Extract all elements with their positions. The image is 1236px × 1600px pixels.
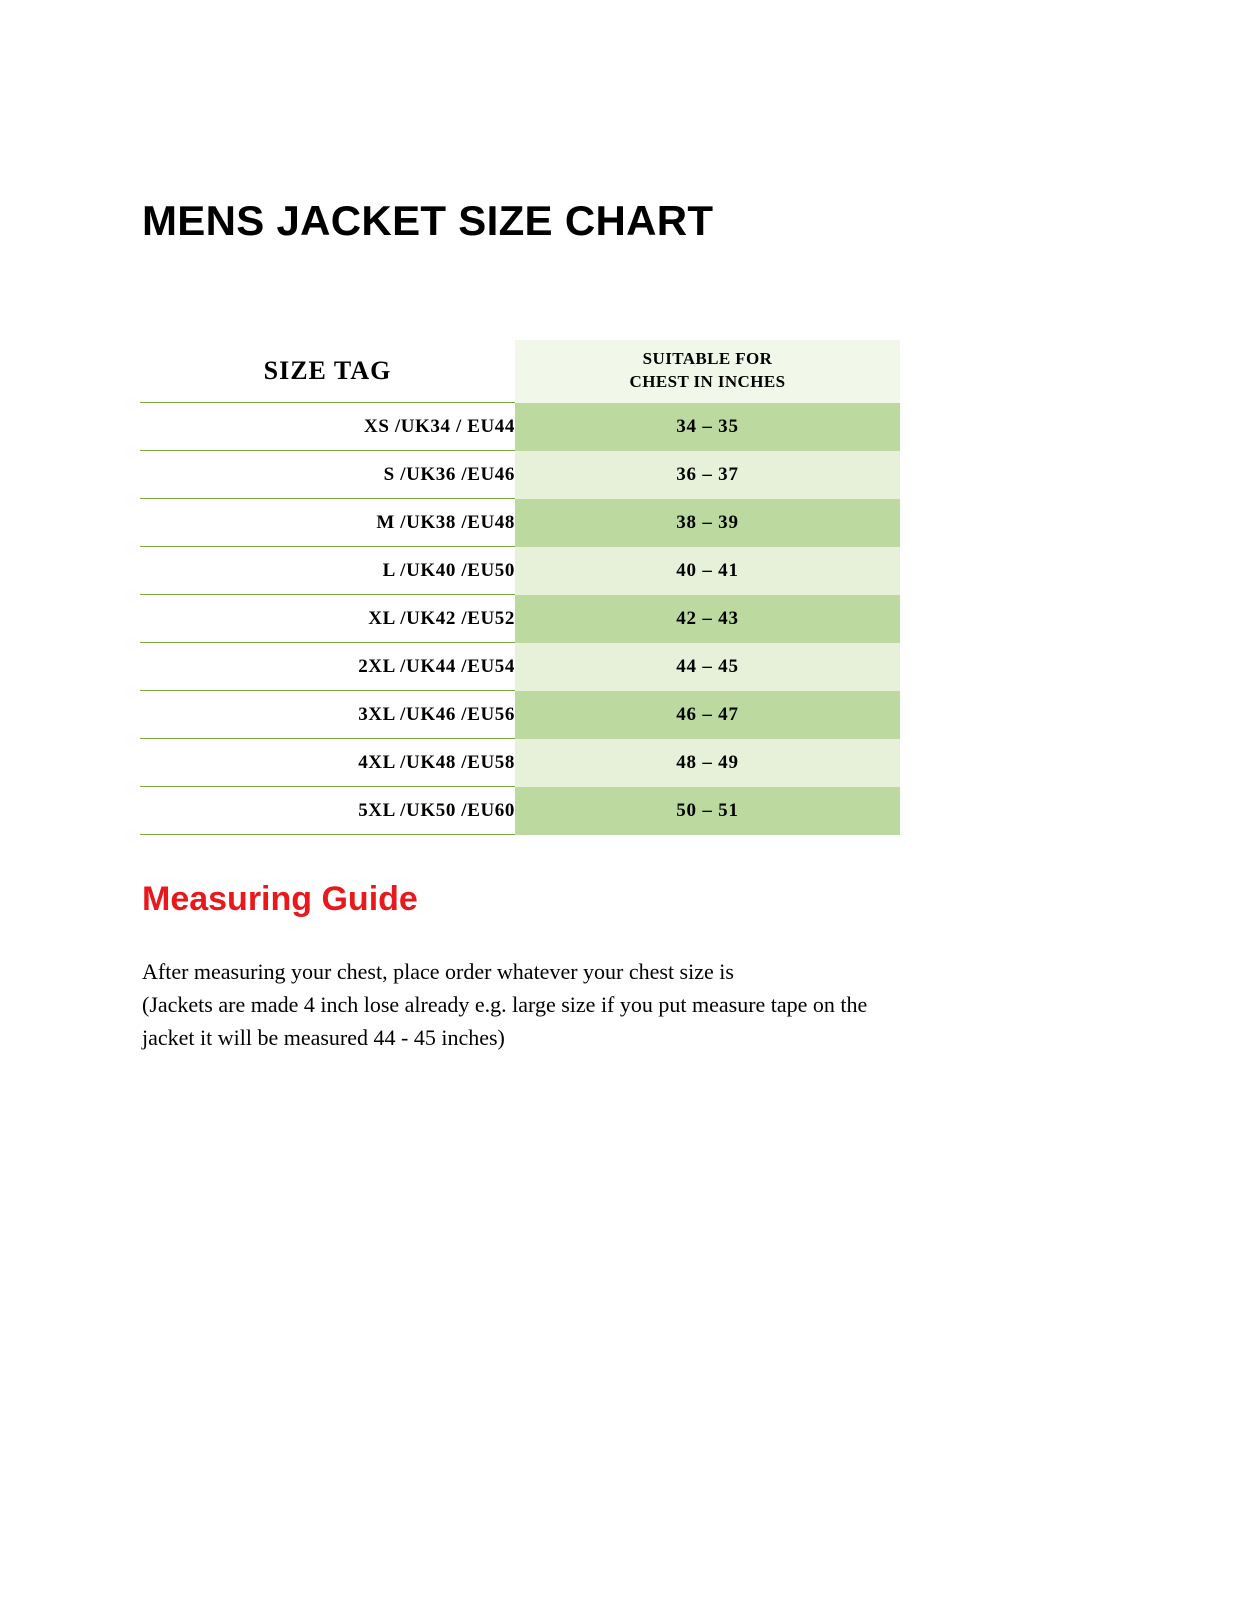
table-row: [140, 643, 900, 691]
table-row: [140, 403, 900, 451]
cell-chest: 44 – 45: [515, 643, 900, 691]
cell-size-tag: 2XL /UK44 /EU54: [140, 643, 515, 691]
cell-chest: 46 – 47: [515, 691, 900, 739]
cell-chest: 38 – 39: [515, 499, 900, 547]
cell-chest: 50 – 51: [515, 787, 900, 835]
table-row: [140, 499, 900, 547]
table-row: [140, 787, 900, 835]
cell-chest: 42 – 43: [515, 595, 900, 643]
cell-size-tag: L /UK40 /EU50: [140, 547, 515, 595]
measuring-guide-heading: Measuring Guide: [142, 880, 418, 918]
measuring-guide-text: [142, 955, 1062, 1054]
cell-size-tag: M /UK38 /EU48: [140, 499, 515, 547]
table-row: [140, 451, 900, 499]
column-header-chest: [515, 340, 900, 403]
measuring-guide-line-2: (Jackets are made 4 inch lose already e.g. large size if you put measure tape on the: [142, 992, 868, 1017]
column-header-size-tag: SIZE TAG: [140, 340, 515, 403]
cell-chest: 48 – 49: [515, 739, 900, 787]
page-title: MENS JACKET SIZE CHART: [142, 197, 714, 244]
cell-size-tag: XL /UK42 /EU52: [140, 595, 515, 643]
table-row: [140, 595, 900, 643]
measuring-guide-line-3: jacket it will be measured 44 - 45 inches): [142, 1025, 505, 1050]
table-header-row: [140, 340, 900, 403]
table-row: [140, 739, 900, 787]
column-header-chest-line2: CHEST IN INCHES: [629, 372, 786, 392]
cell-chest: 34 – 35: [515, 403, 900, 451]
cell-chest: 40 – 41: [515, 547, 900, 595]
column-header-chest-line1: SUITABLE FOR: [642, 349, 773, 369]
table-row: [140, 547, 900, 595]
size-chart-table: [140, 340, 900, 835]
table-row: [140, 691, 900, 739]
cell-size-tag: 3XL /UK46 /EU56: [140, 691, 515, 739]
cell-size-tag: 4XL /UK48 /EU58: [140, 739, 515, 787]
cell-size-tag: S /UK36 /EU46: [140, 451, 515, 499]
measuring-guide-line-1: After measuring your chest, place order whatever your chest size is: [142, 959, 734, 984]
cell-size-tag: XS /UK34 / EU44: [140, 403, 515, 451]
cell-chest: 36 – 37: [515, 451, 900, 499]
cell-size-tag: 5XL /UK50 /EU60: [140, 787, 515, 835]
